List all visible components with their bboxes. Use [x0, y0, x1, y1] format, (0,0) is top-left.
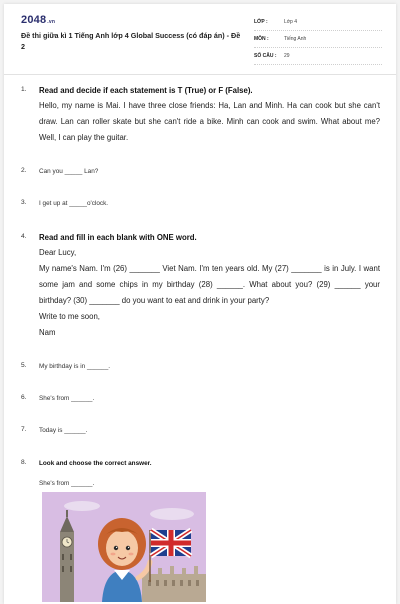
- question-text: Today is ______.: [39, 427, 88, 434]
- question-number: 2.: [21, 167, 27, 174]
- question-instruction: Look and choose the correct answer.: [39, 460, 152, 467]
- document-page: [4, 4, 396, 604]
- question-body: [39, 426, 380, 435]
- letter-greeting: Dear Lucy,: [39, 248, 77, 257]
- question-body: [39, 362, 380, 371]
- question-number: 8.: [21, 459, 27, 466]
- meta-key: LỚP :: [254, 19, 268, 25]
- logo-suffix: .vn: [47, 19, 56, 25]
- document-header: [4, 4, 396, 70]
- meta-value: Tiếng Anh: [284, 36, 307, 42]
- letter-signature: Nam: [39, 328, 56, 337]
- question-text: Can you _____ Lan?: [39, 168, 99, 175]
- question-text: She's from ______.: [39, 395, 95, 402]
- document-title: Đề thi giữa kì 1 Tiếng Anh lớp 4 Global Success (có đáp án) - Đề 2: [21, 31, 241, 51]
- meta-table: [254, 14, 382, 65]
- question-number: 5.: [21, 362, 27, 369]
- question-number: 6.: [21, 394, 27, 401]
- meta-key: SỐ CÂU :: [254, 53, 277, 59]
- question-number: 1.: [21, 86, 27, 93]
- meta-value: 29: [284, 53, 290, 59]
- site-logo[interactable]: [21, 14, 55, 26]
- uk-scene-illustration: [42, 492, 206, 602]
- meta-key: MÔN :: [254, 36, 269, 42]
- question-text: I get up at _____o'clock.: [39, 200, 109, 207]
- question-body: [39, 394, 380, 403]
- question-body: [39, 233, 380, 341]
- question-body: [39, 459, 380, 488]
- logo-text: 2048: [21, 14, 47, 26]
- meta-row-count: [254, 48, 382, 65]
- reading-passage: Hello, my name is Mai. I have three close friends: Ha, Lan and Minh. Ha can cook but she can't draw. Lan can roller skate but she can't ride a bike. Minh can cook and swim. What about me? Well, I can play the guitar.: [39, 101, 380, 142]
- question-number: 3.: [21, 199, 27, 206]
- question-body: [39, 167, 380, 176]
- question-number: 7.: [21, 426, 27, 433]
- meta-row-class: [254, 14, 382, 31]
- question-number: 4.: [21, 233, 27, 240]
- question-instruction: Read and decide if each statement is T (True) or F (False).: [39, 86, 253, 95]
- letter-closing: Write to me soon,: [39, 312, 100, 321]
- letter-body: My name's Nam. I'm (26) _______ Viet Nam. I'm ten years old. My (27) _______ is in July. I want some jam and some chips in my birthday (28) ______. What about you? (29) ______ your birthday? (30) _______ do you want to eat and drink in your party?: [39, 264, 380, 305]
- meta-row-subject: [254, 31, 382, 48]
- question-text: She's from ______.: [39, 480, 95, 487]
- question-text: My birthday is in ______.: [39, 363, 111, 370]
- question-body: [39, 199, 380, 208]
- illustration-girl-uk: [42, 492, 206, 602]
- header-divider: [4, 74, 396, 75]
- question-body: [39, 86, 380, 146]
- question-instruction: Read and fill in each blank with ONE word.: [39, 233, 197, 242]
- meta-value: Lớp 4: [284, 19, 298, 25]
